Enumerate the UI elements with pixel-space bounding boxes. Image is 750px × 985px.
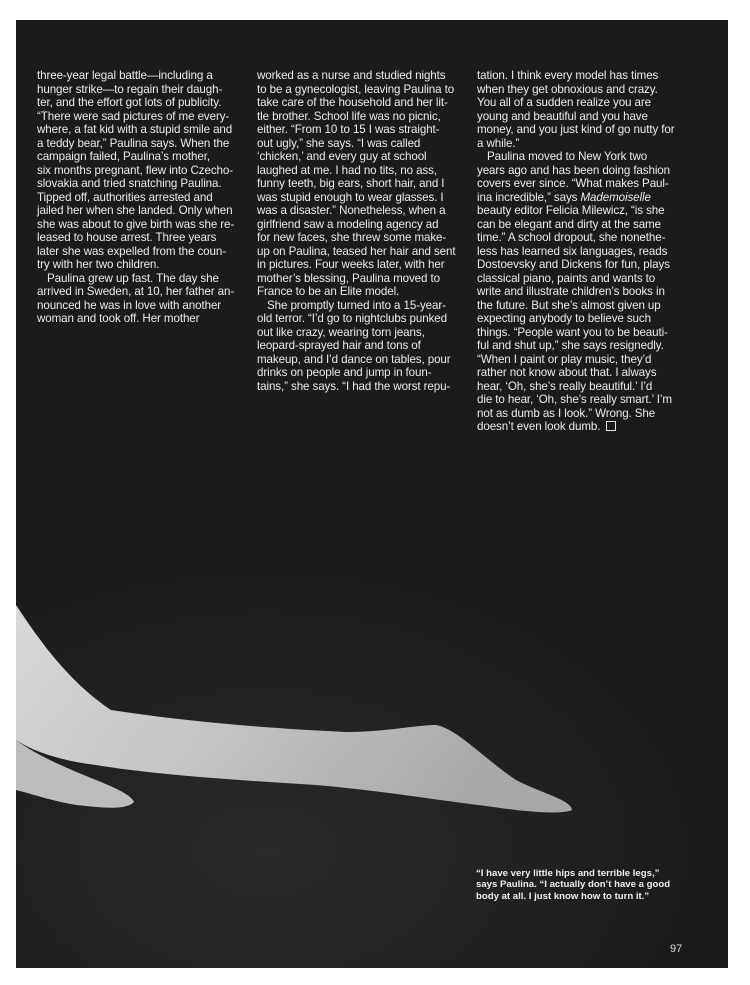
article-line: can be elegant and dirty at the same (477, 217, 661, 231)
article-line: laughed at me. I had no tits, no ass, (257, 163, 437, 177)
article-line: out like crazy, wearing torn jeans, (257, 325, 425, 339)
article-line: in pictures. Four weeks later, with her (257, 258, 445, 271)
article-line: young and beautiful and you have (477, 109, 648, 123)
article-line: the future. But she’s almost given up (477, 298, 661, 312)
article-line: jailed her when she landed. Only when (37, 204, 233, 217)
article-line: campaign failed, Paulina’s mother, (37, 150, 210, 163)
article-line: worked as a nurse and studied nights (257, 69, 446, 82)
article-line: tains,” she says. “I had the worst repu- (257, 379, 451, 393)
article-line: “When I paint or play music, they’d (477, 352, 652, 366)
article-line: makeup, and I’d dance on tables, pour (257, 352, 451, 366)
line-text: She promptly turned into a 15-year- (267, 298, 446, 312)
article-line: Dostoevsky and Dickens for fun, plays (477, 258, 670, 271)
article-line: Tipped off, authorities arrested and (37, 190, 213, 204)
line-text: doesn’t even look dumb. (477, 420, 601, 433)
article-line: beauty editor Felicia Milewicz, “is she (477, 204, 665, 217)
article-line: less has learned six languages, reads (477, 244, 668, 258)
article-line: she was about to give birth was she re- (37, 217, 235, 231)
article-line (37, 272, 262, 286)
article-line: things. “People want you to be beauti- (477, 325, 668, 339)
article-line: up on Paulina, teased her hair and sent (257, 244, 456, 258)
article-line: money, and you just kind of go nutty for (477, 123, 675, 136)
article-line: try with her two children. (37, 258, 160, 271)
article-line: arrived in Sweden, at 10, her father an- (37, 285, 235, 298)
article-line: was a disaster.” Nonetheless, when a (257, 204, 446, 217)
article-line: nounced he was in love with another (37, 298, 222, 312)
page-number: 97 (670, 943, 683, 955)
article-line (257, 299, 482, 313)
article-line: take care of the household and her lit- (257, 96, 448, 109)
caption-line: body at all. I just know how to turn it.” (476, 890, 650, 902)
magazine-page (16, 20, 728, 968)
article-line (477, 420, 702, 434)
article-line: not as dumb as I look.” Wrong. She (477, 406, 656, 420)
article-line: funny teeth, big ears, short hair, and I (257, 177, 445, 190)
article-line: ‘chicken,’ and every guy at school (257, 150, 427, 163)
article-column-3 (477, 69, 702, 434)
article-line: either. “From 10 to 15 I was straight- (257, 123, 440, 136)
article-line: die to hear, ‘Oh, she’s really smart.’ I’m (477, 393, 672, 406)
article-line: write and illustrate children’s books in (477, 285, 665, 298)
article-line (477, 191, 702, 205)
article-line: tle brother. School life was no picnic, (257, 109, 441, 123)
line-text: Paulina moved to New York two (487, 150, 648, 163)
article-line: rather not know about that. I always (477, 366, 657, 379)
article-line: “There were sad pictures of me every- (37, 109, 230, 123)
article-line: girlfriend saw a modeling agency ad (257, 217, 439, 231)
article-line: for new faces, she threw some make- (257, 231, 447, 244)
article-line: covers ever since. “What makes Paul- (477, 177, 669, 190)
article-line: six months pregnant, flew into Czecho- (37, 163, 233, 177)
article-line: was stupid enough to wear glasses. I (257, 190, 444, 204)
article-line: expecting anybody to believe such (477, 312, 651, 325)
caption-line: says Paulina. “I actually don’t have a good (476, 879, 671, 891)
article-line: old terror. “I’d go to nightclubs punked (257, 312, 447, 325)
end-of-article-square-icon (606, 421, 616, 431)
article-line: where, a fat kid with a stupid smile and (37, 123, 233, 136)
article-line: slovakia and tried snatching Paulina. (37, 177, 222, 190)
article-line: classical piano, paints and wants to (477, 271, 656, 285)
article-line: to be a gynecologist, leaving Paulina to (257, 82, 455, 96)
article-line: hunger strike—to regain their daugh- (37, 82, 223, 96)
article-line: when they get obnoxious and crazy. (477, 82, 658, 96)
article-line: leased to house arrest. Three years (37, 231, 217, 244)
article-line: hear, ‘Oh, she’s really beautiful.’ I’d (477, 379, 653, 393)
article-line: You all of a sudden realize you are (477, 96, 651, 109)
article-line: a while.” (477, 136, 520, 150)
article-line: later she was expelled from the coun- (37, 244, 226, 258)
article-column-1 (37, 69, 262, 326)
caption-line: “I have very little hips and terrible legs,” (476, 868, 660, 879)
article-line (477, 150, 702, 164)
article-line: years ago and has been doing fashion (477, 163, 671, 177)
article-column-2 (257, 69, 482, 393)
article-line: leopard-sprayed hair and tons of (257, 339, 421, 352)
article-line: ful and shut up,” she says resignedly. (477, 339, 664, 352)
article-line: woman and took off. Her mother (37, 312, 200, 325)
article-line: three-year legal battle—including a (37, 69, 213, 82)
article-line: a teddy bear,” Paulina says. When the (37, 136, 230, 150)
article-line: drinks on people and jump in foun- (257, 366, 432, 379)
article-line: France to be an Elite model. (257, 285, 400, 298)
article-line: ter, and the effort got lots of publicity. (37, 96, 222, 109)
italic-publication-name: Mademoiselle (580, 190, 651, 204)
article-line: tation. I think every model has times (477, 69, 659, 82)
article-line: mother’s blessing, Paulina moved to (257, 271, 440, 285)
line-text: Paulina grew up fast. The day she (47, 271, 219, 285)
photo-caption (476, 868, 706, 902)
article-line: time.” A school dropout, she nonethe- (477, 231, 666, 244)
line-text: ina incredible,” says (477, 190, 581, 204)
article-line: out ugly,” she says. “I was called (257, 136, 421, 150)
